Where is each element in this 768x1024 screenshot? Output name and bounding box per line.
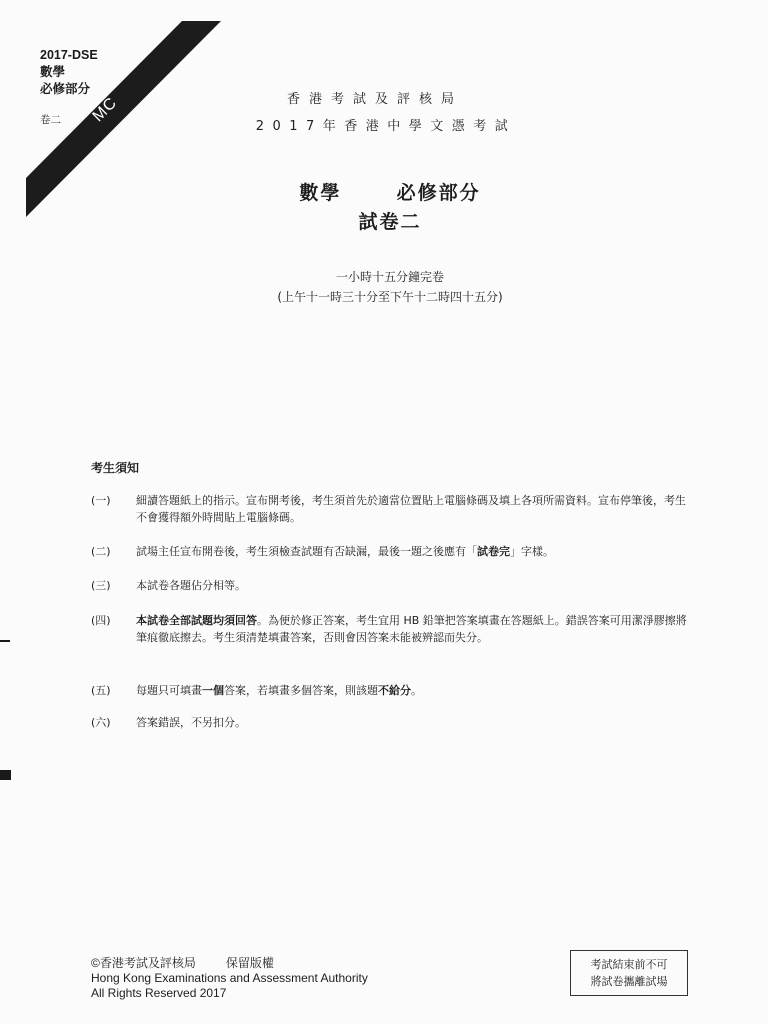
exam-time-range: (上午十一時三十分至下午十二時四十五分) [277, 290, 503, 304]
exam-name: 2017年香港中學文憑考試 [255, 119, 517, 134]
corner-part: 必修部分 [40, 82, 91, 96]
instruction-number: (三) [91, 579, 111, 592]
instruction-item [91, 577, 691, 594]
scan-edge-mark-top [0, 640, 10, 642]
instruction-text: 每題只可填畫一個答案，若填畫多個答案，則該題不給分。 [136, 684, 422, 697]
instruction-text: 本試卷各題佔分相等。 [136, 579, 246, 592]
exam-notice-box [570, 950, 688, 996]
corner-paper-label: 卷二 [40, 114, 61, 126]
emphasis-text: 試卷完 [477, 545, 510, 558]
instruction-item [91, 543, 691, 560]
paper-title: 試卷二 [358, 211, 422, 233]
exam-duration: 一小時十五分鐘完卷 [335, 270, 444, 284]
instruction-number: (四) [91, 614, 111, 627]
copyright-cn-line [91, 956, 368, 971]
emphasis-text: 一個 [202, 684, 224, 697]
mc-label: MC [89, 94, 121, 126]
copyright-block [91, 956, 368, 1001]
instruction-item [91, 682, 691, 699]
rights-reserved-cn: 保留版權 [225, 956, 274, 970]
corner-year-code: 2017-DSE [40, 48, 98, 62]
instruction-number: (一) [91, 494, 111, 507]
instruction-text: 答案錯誤，不另扣分。 [136, 716, 246, 729]
subject-part: 必修部分 [396, 182, 481, 204]
emphasis-text: 不給分 [378, 684, 411, 697]
emphasis-text: 本試卷全部試題均須回答 [136, 614, 257, 627]
instruction-text: 細讀答題紙上的指示。宣布開考後，考生須首先於適當位置貼上電腦條碼及填上各項所需資料。宣布停筆後，考生不會獲得額外時間貼上電腦條碼。 [136, 494, 686, 524]
instruction-text: 試場主任宣布開卷後，考生須檢查試題有否缺漏，最後一題之後應有「試卷完」字樣。 [136, 545, 554, 558]
instruction-item [91, 492, 691, 526]
notice-line: 將試卷攜離試場 [590, 975, 668, 988]
instruction-number: (六) [91, 716, 111, 729]
subject-name: 數學 [299, 182, 342, 204]
scan-edge-mark-bottom [0, 770, 11, 780]
instruction-number: (二) [91, 545, 111, 558]
corner-subject: 數學 [40, 65, 66, 79]
copyright-owner-cn: 香港考試及評核局 [99, 956, 196, 970]
rights-reserved-en: All Rights Reserved 2017 [91, 986, 227, 1000]
notice-line: 考試結束前不可 [590, 958, 668, 971]
copyright-owner-en: Hong Kong Examinations and Assessment Authority [91, 971, 368, 985]
instruction-item [91, 714, 691, 731]
instruction-text: 本試卷全部試題均須回答。為便於修正答案，考生宜用 HB 鉛筆把答案填畫在答題紙上。錯誤答案可用潔淨膠擦將筆痕徹底擦去。考生須清楚填畫答案，否則會因答案未能被辨認而失分。 [136, 614, 687, 644]
instructions-heading: 考生須知 [91, 461, 140, 475]
instruction-number: (五) [91, 684, 111, 697]
subject-title [240, 178, 540, 205]
copyright-icon: © [91, 956, 100, 970]
organisation-name: 香港考試及評核局 [286, 92, 463, 107]
corner-subject-block [40, 47, 98, 98]
instruction-item [91, 612, 691, 663]
